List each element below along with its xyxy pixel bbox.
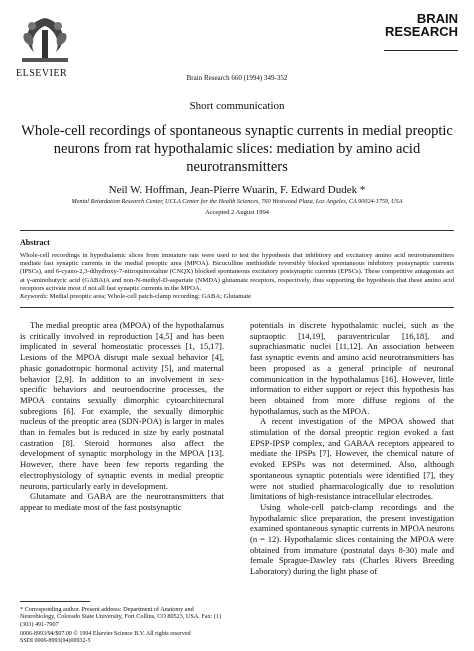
citation: Brain Research 660 (1994) 349-352 [186, 74, 288, 82]
journal-name [385, 12, 458, 38]
abstract-heading: Abstract [20, 238, 50, 247]
article-title: Whole-cell recordings of spontaneous synaptic currents in medial preoptic neurons from rat hypothalamic slices: mediation by amino acid neurotransmitters [21, 123, 453, 175]
body-right-column [250, 320, 454, 577]
abstract-top-rule [20, 230, 454, 231]
corresponding-author-footnote: * Corresponding author. Present address: Department of Anatomy and Neurobiology, Colorado State University, Fort Collins, CO 80523, USA. Fax: (1) (303) 491-7907 [20, 606, 222, 628]
journal-name-line2: RESEARCH [385, 24, 458, 39]
abstract-text: Whole-cell recordings in hypothalamic slices from immature rats were used to test the hypothesis that inhibitory and excitatory amino acid neurotransmitters mediate fast synaptic currents in the medial preoptic area (MPOA). Bicuculline methiodide reversibly blocked spontaneous inhibitory postsynaptic currents (IPSCs), and 6-cyano-2,3-dihydroxy-7-nitroquinoxaline (CNQX) blocked spontaneous excitatory postsynaptic currents (EPSCs). These competitive antagonists act at γ-aminobutyric acid (GABA)A and non-N-methyl-D-aspartate (NMDA) glutamate receptors, respectively, thus supporting the hypothesis that these amino acid receptors activate most if not all fast synaptic currents in the MPOA. [20, 252, 454, 292]
body-paragraph: potentials in discrete hypothalamic nuclei, such as the supraoptic [14,19], paraventricular [16,18], and suprachiasmatic nuclei [11,12]. An association between fast synaptic events and amino acid neurotransmitters has been proposed as a general principle of neuronal communication in the hypothalamus [16]. However, little information to either support or reject this hypothesis has been obtained from more diffuse regions of the hypothalamus, such as the MPOA. [250, 320, 454, 416]
journal-name-line1: BRAIN [416, 11, 458, 26]
publisher-name: ELSEVIER [16, 68, 68, 79]
abstract-bottom-rule [20, 307, 454, 308]
issn-block [20, 631, 191, 645]
journal-rule [384, 50, 458, 51]
accepted-date: Accepted 2 August 1994 [204, 209, 270, 216]
elsevier-tree-logo [14, 12, 76, 68]
article-type: Short communication [189, 100, 285, 112]
body-paragraph: The medial preoptic area (MPOA) of the hypothalamus is critically involved in reproduction [4,5] and has been implicated in several homeostatic processes [1, 15,17]. Lesions of the MPOA disrupt male sexual behavior [4], phasic gonadotropic hormonal activity [5], and maternal behavior [2,9]. In addition to an involvement in sex-specific behaviors and neuroendocrine processes, the MPOA contains sexually dimorphic cytoarchitectural subregions [6]. For example, the sexually dimorphic nucleus of the preoptic area (SDN-POA) is larger in males than in females but is reduced in size by early postnatal castration [8]. Steroid hormones also affect the development of synaptic morphology in the MPOA [13]. However, there have been few reports regarding the electrophysiology of synaptic events in medial preoptic neurons, particularly early in development. [20, 320, 224, 491]
body-paragraph: Using whole-cell patch-clamp recordings and the hypothalamic slice preparation, the present investigation examined spontaneous synaptic currents in MPOA neurons (n = 12). Hypothalamic slices containing the MPOA were obtained from immature (postnatal days 8-30) male and female Sprague-Dawley rats (Charles Rivers Breeding Laboratory) during the light phase of [250, 501, 454, 577]
affiliation: Mental Retardation Research Center, UCLA Center for the Health Sciences, 760 Westwood Plaza, Los Angeles, CA 90024-1759, USA [71, 198, 403, 205]
keywords-text: Medial preoptic area; Whole-cell patch-clamp recording; GABA; Glutamate [49, 293, 252, 300]
keywords-label: Keywords [20, 293, 47, 300]
footnote-rule [20, 601, 90, 602]
authors: Neil W. Hoffman, Jean-Pierre Wuarin, F. Edward Dudek * [108, 184, 366, 196]
body-left-column [20, 320, 224, 513]
body-paragraph: Glutamate and GABA are the neurotransmitters that appear to mediate most of the fast postsynaptic [20, 491, 224, 512]
body-paragraph: A recent investigation of the MPOA showed that stimulation of the dorsal preoptic region evoked a fast EPSP-IPSP complex, and GABAA receptors appeared to mediate the IPSPs [7]. However, the chemical nature of evoked EPSPs was not determined. Also, although spontaneous synaptic potentials were identified [7], they were not studied pharmacologically due to resolution limitations of high-resistance intracellular electrodes. [250, 416, 454, 502]
issn-line2: SSDI 0006-8993(94)00932-5 [20, 638, 91, 644]
issn-line1: 0006-8993/94/$07.00 © 1994 Elsevier Science B.V. All rights reserved [20, 631, 191, 637]
keywords: Keywords: Medial preoptic area; Whole-cell patch-clamp recording; GABA; Glutamate [20, 293, 252, 300]
